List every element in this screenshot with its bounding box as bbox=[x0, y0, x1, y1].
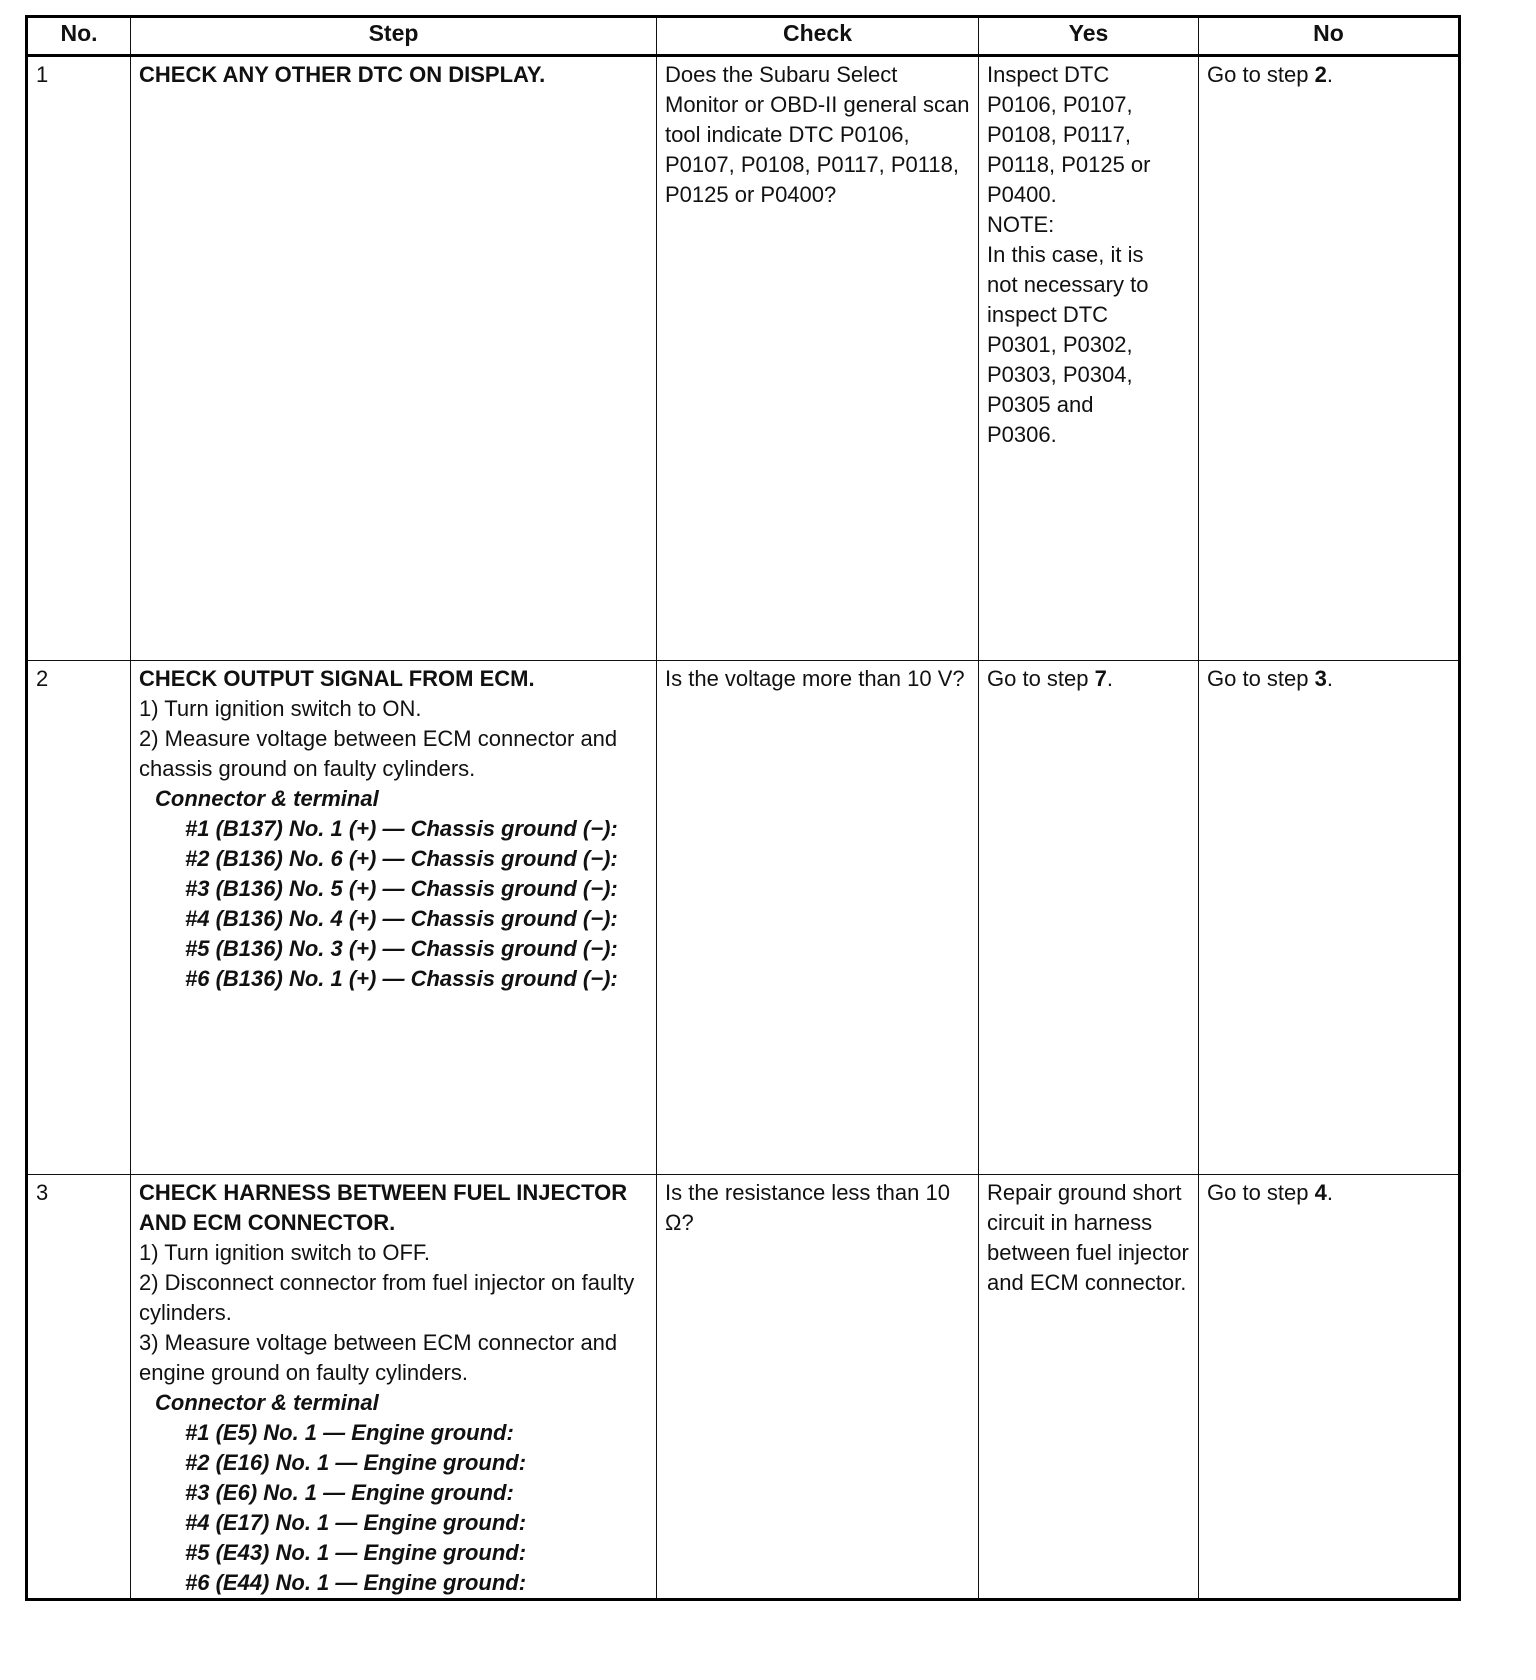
header-no: No. bbox=[27, 17, 131, 56]
instruction: 1) Turn ignition switch to OFF. bbox=[139, 1240, 430, 1265]
no-suffix: . bbox=[1326, 666, 1333, 691]
connector-heading: Connector & terminal bbox=[155, 786, 379, 811]
no-prefix: Go to step bbox=[1207, 62, 1315, 87]
terminal-line: #5 (E43) No. 1 — Engine ground: bbox=[185, 1540, 527, 1565]
yes-cell bbox=[979, 661, 1199, 1175]
yes-line: not necessary to bbox=[987, 272, 1149, 297]
connector-heading: Connector & terminal bbox=[155, 1390, 379, 1415]
yes-line: P0305 and bbox=[987, 392, 1094, 417]
table-row bbox=[27, 56, 1460, 661]
terminal-line: #3 (B136) No. 5 (+) — Chassis ground (−): bbox=[185, 876, 618, 901]
yes-line: P0108, P0117, bbox=[987, 122, 1131, 147]
instruction: 2) Measure voltage between ECM connector and chassis ground on faulty cylinders. bbox=[139, 726, 618, 781]
yes-suffix: . bbox=[1106, 666, 1113, 691]
yes-line: P0400. bbox=[987, 182, 1057, 207]
terminal-line: #4 (E17) No. 1 — Engine ground: bbox=[185, 1510, 527, 1535]
terminal-line: #2 (E16) No. 1 — Engine ground: bbox=[185, 1450, 527, 1475]
yes-line: In this case, it is bbox=[987, 242, 1144, 267]
header-step: Step bbox=[131, 17, 657, 56]
instruction: 1) Turn ignition switch to ON. bbox=[139, 696, 422, 721]
terminal-line: #5 (B136) No. 3 (+) — Chassis ground (−): bbox=[185, 936, 618, 961]
instruction: 3) Measure voltage between ECM connector and engine ground on faulty cylinders. bbox=[139, 1330, 618, 1385]
step-cell bbox=[131, 661, 657, 1175]
step-title: CHECK HARNESS BETWEEN FUEL INJECTOR AND ECM CONNECTOR. bbox=[139, 1180, 628, 1235]
no-cell bbox=[1199, 661, 1460, 1175]
yes-cell: Repair ground short circuit in harness between fuel injector and ECM connector. bbox=[979, 1175, 1199, 1600]
step-title: CHECK OUTPUT SIGNAL FROM ECM. bbox=[139, 666, 535, 691]
step-cell bbox=[131, 1175, 657, 1600]
table-row bbox=[27, 1175, 1460, 1600]
yes-line: P0118, P0125 or bbox=[987, 152, 1151, 177]
terminal-line: #6 (E44) No. 1 — Engine ground: bbox=[185, 1570, 527, 1595]
yes-line: inspect DTC bbox=[987, 302, 1109, 327]
no-cell bbox=[1199, 56, 1460, 661]
yes-line: P0306. bbox=[987, 422, 1057, 447]
header-no-result: No bbox=[1199, 17, 1460, 56]
check-cell: Does the Subaru Select Monitor or OBD-II general scan tool indicate DTC P0106, P0107, P0108, P0117, P0118, P0125 or P0400? bbox=[657, 56, 979, 661]
step-title: CHECK ANY OTHER DTC ON DISPLAY. bbox=[139, 62, 546, 87]
header-row bbox=[27, 17, 1460, 56]
yes-line: P0106, P0107, bbox=[987, 92, 1133, 117]
no-suffix: . bbox=[1326, 62, 1333, 87]
yes-step-ref: 7 bbox=[1094, 666, 1107, 691]
step-number: 2 bbox=[27, 661, 131, 1175]
step-number: 1 bbox=[27, 56, 131, 661]
no-suffix: . bbox=[1326, 1180, 1333, 1205]
no-cell bbox=[1199, 1175, 1460, 1600]
terminal-line: #4 (B136) No. 4 (+) — Chassis ground (−): bbox=[185, 906, 618, 931]
yes-line: NOTE: bbox=[987, 212, 1055, 237]
terminal-line: #2 (B136) No. 6 (+) — Chassis ground (−): bbox=[185, 846, 618, 871]
check-cell: Is the resistance less than 10 Ω? bbox=[657, 1175, 979, 1600]
terminal-line: #1 (B137) No. 1 (+) — Chassis ground (−): bbox=[185, 816, 618, 841]
diagnostic-table bbox=[25, 15, 1461, 1601]
no-step-ref: 3 bbox=[1314, 666, 1327, 691]
check-cell: Is the voltage more than 10 V? bbox=[657, 661, 979, 1175]
header-check: Check bbox=[657, 17, 979, 56]
header-yes: Yes bbox=[979, 17, 1199, 56]
terminal-line: #6 (B136) No. 1 (+) — Chassis ground (−): bbox=[185, 966, 618, 991]
step-number: 3 bbox=[27, 1175, 131, 1600]
terminal-line: #3 (E6) No. 1 — Engine ground: bbox=[185, 1480, 514, 1505]
no-step-ref: 4 bbox=[1314, 1180, 1327, 1205]
no-prefix: Go to step bbox=[1207, 666, 1315, 691]
terminal-line: #1 (E5) No. 1 — Engine ground: bbox=[185, 1420, 514, 1445]
yes-prefix: Go to step bbox=[987, 666, 1095, 691]
no-prefix: Go to step bbox=[1207, 1180, 1315, 1205]
yes-line: P0303, P0304, bbox=[987, 362, 1133, 387]
yes-line: Inspect DTC bbox=[987, 62, 1110, 87]
yes-line: P0301, P0302, bbox=[987, 332, 1133, 357]
no-step-ref: 2 bbox=[1314, 62, 1327, 87]
instruction: 2) Disconnect connector from fuel injector on faulty cylinders. bbox=[139, 1270, 635, 1325]
table-row bbox=[27, 661, 1460, 1175]
yes-cell bbox=[979, 56, 1199, 661]
step-cell bbox=[131, 56, 657, 661]
